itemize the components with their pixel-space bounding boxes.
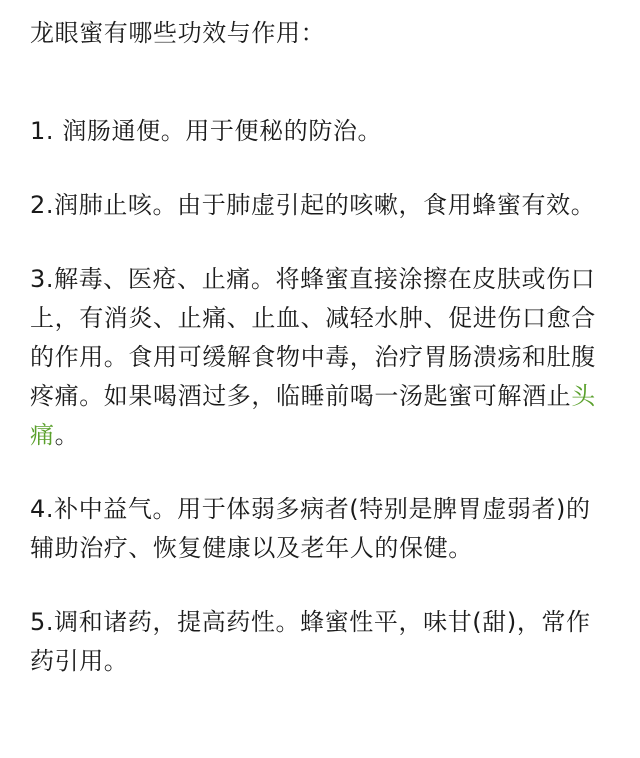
list-item-3 [30, 260, 615, 455]
list-item-5: 5.调和诸药，提高药性。蜂蜜性平，味甘(甜)，常作药引用。 [30, 608, 591, 675]
list-item-1: 1. 润肠通便。用于便秘的防治。 [30, 117, 383, 145]
article-body [30, 14, 615, 681]
headache-link[interactable]: 头痛 [30, 382, 596, 449]
list-item-2: 2.润肺止咳。由于肺虚引起的咳嗽，食用蜂蜜有效。 [30, 191, 596, 219]
list-item-4: 4.补中益气。用于体弱多病者(特别是脾胃虚弱者)的辅助治疗、恢复健康以及老年人的保健。 [30, 495, 591, 562]
article-title: 龙眼蜜有哪些功效与作用： [30, 19, 326, 47]
list-item-3-text: 3.解毒、医疮、止痛。将蜂蜜直接涂擦在皮肤或伤口上，有消炎、止痛、止血、减轻水肿、促进伤口愈合的作用。食用可缓解食物中毒，治疗胃肠溃疡和肚腹疼痛。如果喝酒过多，临睡前喝一汤匙蜜可解酒止 [30, 265, 596, 410]
list-item-3-end: 。 [54, 421, 80, 449]
